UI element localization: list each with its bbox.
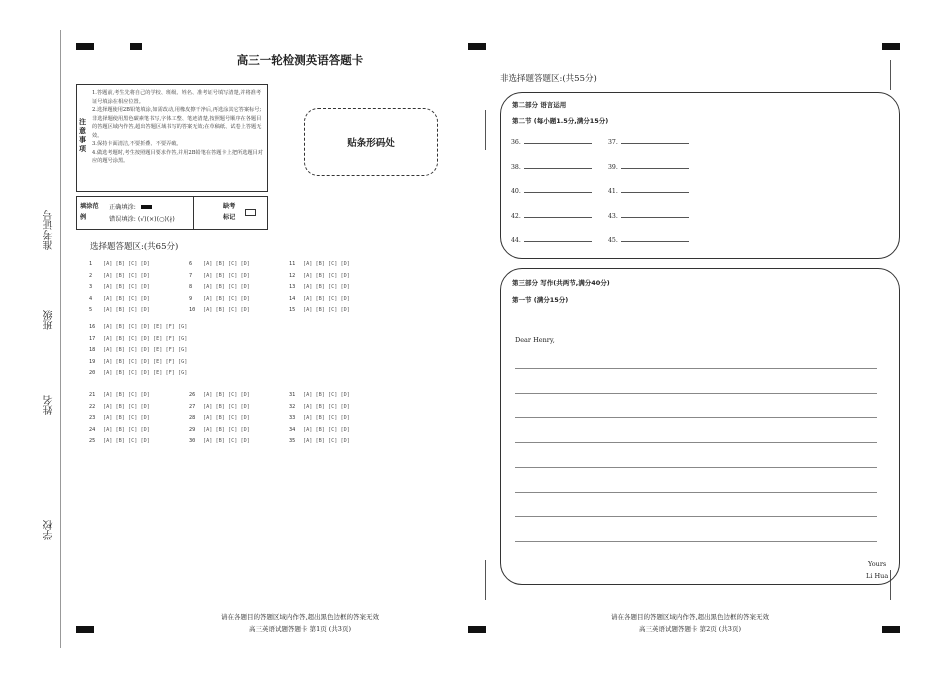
question-number: 34: [289, 426, 296, 433]
question-number: 25: [89, 438, 96, 444]
answer-options[interactable]: [A] [B] [C] [D] [E] [F] [G]: [103, 324, 188, 330]
answer-options[interactable]: [A] [B] [C] [D]: [103, 307, 150, 313]
answer-options[interactable]: [A] [B] [C] [D]: [203, 272, 250, 279]
question-number: 11: [289, 261, 296, 267]
mc-question[interactable]: [89, 392, 150, 398]
correct-fill-label: 正确填涂:: [109, 204, 136, 211]
question-number: 9: [189, 295, 193, 302]
school-label: 学校: [44, 520, 55, 540]
mc-question[interactable]: [289, 307, 350, 313]
mc-question[interactable]: [189, 273, 250, 279]
question-number: 21: [89, 392, 96, 398]
answer-options[interactable]: [A] [B] [C] [D]: [103, 295, 150, 302]
answer-options[interactable]: [A] [B] [C] [D]: [303, 392, 350, 398]
question-number: 18: [89, 347, 96, 353]
blank-answer[interactable]: [608, 237, 689, 244]
mc-question[interactable]: [289, 427, 350, 433]
question-number: 28: [189, 415, 196, 421]
mc-question[interactable]: [189, 427, 250, 433]
notice-text: [92, 89, 264, 166]
answer-options[interactable]: [A] [B] [C] [D]: [203, 426, 250, 433]
registration-mark: [882, 43, 900, 50]
mc-question[interactable]: [89, 336, 187, 342]
binding-line: [60, 30, 61, 648]
section2-heading: 第二节 (每小题1.5分,满分15分): [512, 117, 609, 125]
fill-example-label: 填涂范例: [80, 203, 99, 221]
blank-answer[interactable]: [511, 164, 592, 171]
question-number: 13: [289, 284, 296, 290]
question-number: 17: [89, 335, 96, 342]
blank-number: 43.: [608, 212, 618, 220]
blank-number: 42.: [511, 212, 521, 220]
question-number: 8: [189, 284, 193, 290]
blank-line[interactable]: [524, 143, 592, 144]
mc-question[interactable]: [289, 415, 350, 421]
notice-item: 2.选择题使用2B铅笔填涂,如需改动,用橡皮擦干净后,再选涂其它答案标号;非选择题使用黑色碳素笔书写,字体工整、笔迹清楚,按照题号顺序在各题目的答题区域内作答,超出答题区域书写的答案无效;在草稿纸、试卷上答题无效。: [92, 107, 262, 139]
mc-question[interactable]: [89, 438, 150, 444]
answer-options[interactable]: [A] [B] [C] [D]: [103, 272, 150, 279]
mc-question[interactable]: [189, 438, 250, 444]
answer-options[interactable]: [A] [B] [C] [D]: [103, 284, 150, 290]
mc-question[interactable]: [189, 307, 250, 313]
answer-options[interactable]: [A] [B] [C] [D]: [103, 261, 150, 267]
notice-item: 1.答题前,考生先将自己的学校、班级、姓名、准考证号填写清楚,并将准考证号填涂在相应位置。: [92, 90, 262, 105]
footer-page: 高三英语试题答题卡 第2页 (共3页): [639, 625, 741, 633]
mc-question[interactable]: [89, 307, 150, 313]
answer-options[interactable]: [A] [B] [C] [D]: [303, 403, 350, 410]
question-number: 31: [289, 392, 296, 398]
blank-number: 39.: [608, 163, 618, 171]
question-number: 12: [289, 272, 296, 279]
answer-options[interactable]: [A] [B] [C] [D]: [103, 438, 150, 444]
answer-options[interactable]: [A] [B] [C] [D]: [303, 426, 350, 433]
wrong-fill-row: [109, 214, 175, 223]
mc-question[interactable]: [189, 415, 250, 421]
question-number: 29: [189, 426, 196, 433]
answer-options[interactable]: [A] [B] [C] [D]: [203, 284, 250, 290]
answer-options[interactable]: [A] [B] [C] [D]: [203, 403, 250, 410]
answer-options[interactable]: [A] [B] [C] [D]: [203, 415, 250, 421]
question-number: 4: [89, 295, 93, 302]
blank-number: 37.: [608, 139, 618, 146]
mc-question[interactable]: [189, 296, 250, 302]
wrong-fill-examples: (√)(×)(○)(∤): [137, 216, 175, 223]
answer-options[interactable]: [A] [B] [C] [D]: [303, 261, 350, 267]
correct-fill-row: [109, 202, 152, 211]
question-number: 3: [89, 284, 93, 290]
question-number: 24: [89, 426, 96, 433]
mc-question[interactable]: [89, 415, 150, 421]
question-number: 27: [189, 403, 196, 410]
blank-answer[interactable]: [608, 213, 689, 220]
answer-options[interactable]: [A] [B] [C] [D] [E] [F] [G]: [103, 347, 188, 353]
mc-question[interactable]: [289, 438, 350, 444]
blank-line[interactable]: [621, 168, 689, 169]
blank-answer[interactable]: [608, 164, 689, 171]
question-number: 5: [89, 307, 93, 313]
writing-line[interactable]: [515, 492, 877, 493]
question-number: 2: [89, 272, 93, 279]
notice-item: 3.保持卡面清洁,不要折叠、不要弄破。: [92, 141, 182, 147]
name-label: 姓名: [44, 395, 55, 415]
answer-options[interactable]: [A] [B] [C] [D]: [103, 392, 150, 398]
blank-line[interactable]: [524, 241, 592, 242]
mc-question[interactable]: [89, 347, 187, 353]
absent-checkbox[interactable]: [245, 209, 256, 216]
answer-options[interactable]: [A] [B] [C] [D] [E] [F] [G]: [103, 370, 188, 376]
question-number: 32: [289, 403, 296, 410]
question-number: 10: [189, 307, 196, 313]
divider: [890, 60, 891, 90]
answer-options[interactable]: [A] [B] [C] [D] [E] [F] [G]: [103, 358, 188, 365]
answer-options[interactable]: [A] [B] [C] [D]: [203, 307, 250, 313]
footer-page: 高三英语试题答题卡 第1页 (共3页): [249, 625, 351, 633]
blank-line[interactable]: [621, 241, 689, 242]
question-number: 7: [189, 272, 193, 279]
mc-question[interactable]: [89, 273, 150, 279]
blank-line[interactable]: [524, 192, 592, 193]
footer-note: 请在各题目的答题区域内作答,超出黑色边框的答案无效: [220, 613, 380, 621]
answer-options[interactable]: [A] [B] [C] [D]: [303, 438, 350, 444]
notice-item: 4.做选考题时,考生按照题目要求作答,并用2B铅笔在答题卡上把所选题目对应的题号涂黑。: [92, 149, 263, 164]
writing-line[interactable]: [515, 541, 877, 542]
barcode-area: 贴条形码处: [304, 108, 438, 176]
mc-question[interactable]: [89, 324, 187, 330]
answer-options[interactable]: [A] [B] [C] [D]: [303, 307, 350, 313]
writing-line[interactable]: [515, 368, 877, 369]
mc-question[interactable]: [289, 284, 350, 290]
class-label: 班级: [44, 310, 55, 330]
page-title: 高三一轮检测英语答题卡: [236, 53, 364, 67]
mc-question[interactable]: [189, 261, 250, 267]
blank-number: 38.: [511, 163, 521, 171]
answer-options[interactable]: [A] [B] [C] [D]: [303, 295, 350, 302]
mc-question[interactable]: [189, 284, 250, 290]
mc-question[interactable]: [89, 296, 150, 302]
nonmc-section-title: 非选择题答题区:(共55分): [500, 74, 597, 84]
question-number: 23: [89, 415, 96, 421]
registration-mark: [76, 626, 94, 633]
answer-options[interactable]: [A] [B] [C] [D]: [103, 426, 150, 433]
question-number: 26: [189, 392, 196, 398]
question-number: 14: [289, 295, 296, 302]
footer-note: 请在各题目的答题区域内作答,超出黑色边框的答案无效: [610, 613, 770, 621]
question-number: 20: [89, 370, 96, 376]
divider: [485, 560, 486, 600]
fill-example-box: [76, 196, 268, 230]
wrong-fill-label: 错误填涂:: [109, 216, 136, 223]
part3-heading: 第三部分 写作(共两节,满分40分): [512, 279, 610, 287]
registration-mark: [76, 43, 94, 50]
answer-options[interactable]: [A] [B] [C] [D]: [103, 415, 150, 421]
blank-line[interactable]: [524, 168, 592, 169]
blank-number: 36.: [511, 139, 521, 146]
registration-mark: [468, 43, 486, 50]
part2-heading: 第二部分 语言运用: [512, 101, 567, 109]
question-number: 35: [289, 438, 296, 444]
writing-line[interactable]: [515, 467, 877, 468]
notice-label: 注意事项: [79, 118, 86, 153]
writing-line[interactable]: [515, 442, 877, 443]
answer-options[interactable]: [A] [B] [C] [D]: [203, 392, 250, 398]
section1-heading: 第一节 (满分15分): [512, 296, 569, 304]
blank-answer[interactable]: [511, 213, 592, 220]
answer-options[interactable]: [A] [B] [C] [D]: [303, 284, 350, 290]
mc-question[interactable]: [189, 392, 250, 398]
question-number: 19: [89, 358, 96, 365]
question-number: 15: [289, 307, 296, 313]
blank-answer[interactable]: [608, 139, 689, 146]
question-number: 33: [289, 415, 296, 421]
writing-line[interactable]: [515, 516, 877, 517]
mc-question[interactable]: [289, 273, 350, 279]
writing-panel: [500, 268, 900, 585]
mc-question[interactable]: [89, 261, 150, 267]
question-number: 22: [89, 403, 96, 410]
blank-number: 44.: [511, 237, 521, 244]
blank-line[interactable]: [621, 217, 689, 218]
mc-question[interactable]: [89, 359, 187, 365]
divider: [193, 197, 194, 229]
mc-question[interactable]: [89, 370, 187, 376]
answer-options[interactable]: [A] [B] [C] [D]: [203, 295, 250, 302]
blank-number: 41.: [608, 188, 618, 195]
mc-question[interactable]: [189, 404, 250, 410]
mc-section-title: 选择题答题区:(共65分): [90, 242, 179, 252]
answer-options[interactable]: [A] [B] [C] [D] [E] [F] [G]: [103, 335, 188, 342]
blank-answer[interactable]: [511, 237, 592, 244]
absent-label: 缺考标记: [223, 203, 236, 221]
blank-line[interactable]: [621, 192, 689, 193]
blank-answer[interactable]: [608, 188, 689, 195]
blank-answer[interactable]: [511, 188, 592, 195]
blank-line[interactable]: [621, 143, 689, 144]
answer-options[interactable]: [A] [B] [C] [D]: [203, 438, 250, 444]
answer-options[interactable]: [A] [B] [C] [D]: [303, 415, 350, 421]
letter-closing: Yours: [868, 560, 887, 568]
blank-number: 40.: [511, 188, 521, 195]
question-number: 1: [89, 261, 93, 267]
blank-answer[interactable]: [511, 139, 592, 146]
answer-options[interactable]: [A] [B] [C] [D]: [103, 403, 150, 410]
answer-options[interactable]: [A] [B] [C] [D]: [303, 272, 350, 279]
mc-question[interactable]: [289, 261, 350, 267]
exam-number-label: 准考证号: [44, 210, 55, 250]
letter-signature: Li Hua: [866, 572, 889, 580]
registration-mark: [468, 626, 486, 633]
mc-question[interactable]: [89, 404, 150, 410]
mc-question[interactable]: [289, 392, 350, 398]
registration-mark: [882, 626, 900, 633]
registration-mark: [130, 43, 142, 50]
question-number: 30: [189, 438, 196, 444]
mc-question[interactable]: [89, 427, 150, 433]
divider: [485, 110, 486, 150]
mc-question[interactable]: [89, 284, 150, 290]
mc-question[interactable]: [289, 296, 350, 302]
blank-line[interactable]: [524, 217, 592, 218]
filled-box-icon: [141, 205, 152, 209]
blank-number: 45.: [608, 237, 618, 244]
mc-question[interactable]: [289, 404, 350, 410]
question-number: 6: [189, 261, 193, 267]
writing-line[interactable]: [515, 417, 877, 418]
writing-line[interactable]: [515, 393, 877, 394]
question-number: 16: [89, 324, 96, 330]
letter-greeting: Dear Henry,: [515, 336, 555, 344]
answer-options[interactable]: [A] [B] [C] [D]: [203, 261, 250, 267]
